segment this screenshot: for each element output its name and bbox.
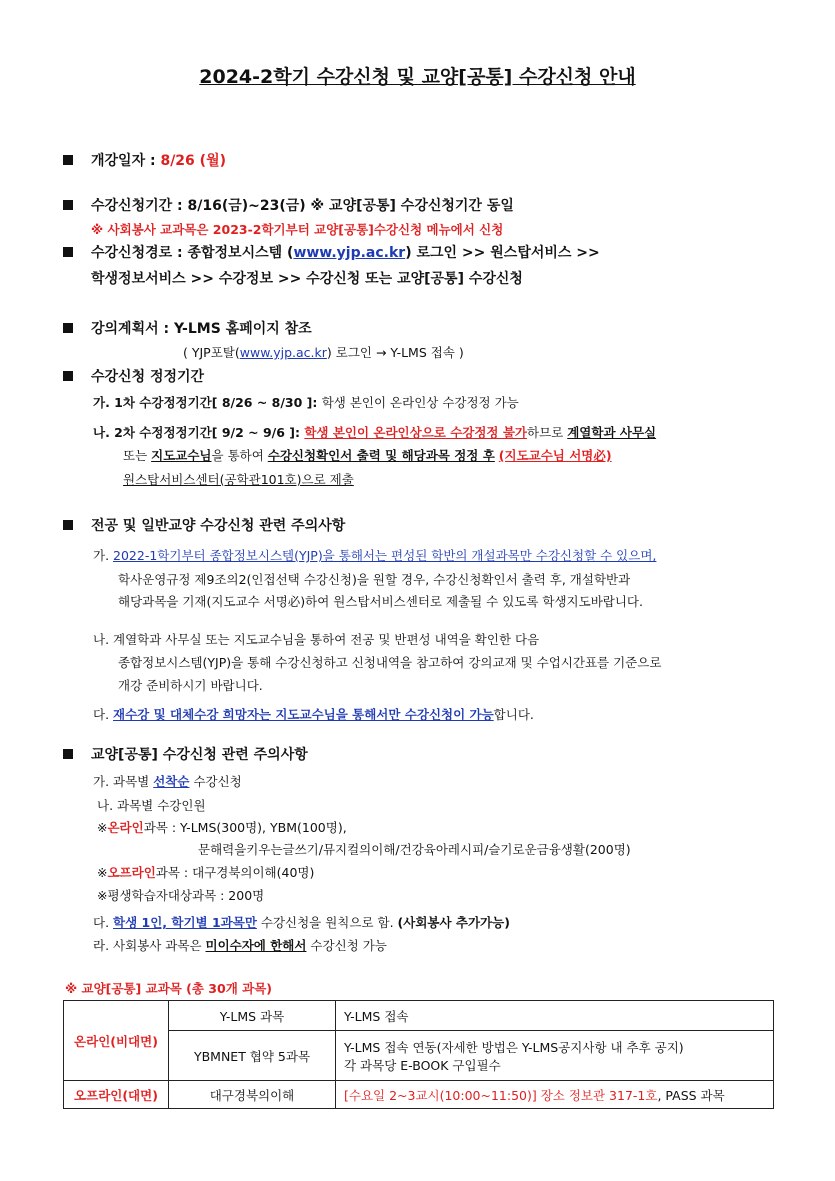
portal-link-2[interactable]: www.yjp.ac.kr [239, 345, 327, 360]
major-da-label: 다. [93, 707, 114, 722]
general-ra-label: 라. 사회봉사 과목은 [93, 938, 206, 953]
square-bullet-icon [63, 749, 73, 759]
general-ga-blue: 선착순 [153, 774, 190, 789]
correction-ga-text: 학생 본인이 온라인상 수강정정 가능 [321, 395, 519, 410]
social-service-note: ※ 사회봉사 교과목은 2023-2학기부터 교양[공통]수강신청 메뉴에서 신청 [91, 222, 504, 237]
major-na-l2: 종합정보시스템(YJP)을 통해 수강신청하고 신청내역을 참고하여 강의교재 및 수업시간표를 기준으로 [118, 655, 662, 670]
l2b: 지도교수님 [151, 448, 212, 463]
syllabus-label: 강의계획서 : Y-LMS 홈페이지 참조 [91, 321, 312, 337]
correction-na-line2 [123, 446, 612, 464]
cell: YBMNET 협약 5과목 [169, 1031, 336, 1081]
major-ga-l2: 학사운영규정 제9조의2(인접선택 수강신청)을 원할 경우, 수강신청확인서 출력 후, 개설학반과 [118, 572, 631, 587]
major-ga-label: 가. [93, 548, 114, 563]
correction-na-red: 학생 본인이 온라인상으로 수강정정 불가 [304, 425, 528, 440]
general-da-bold: (사회봉사 추가가능) [397, 915, 510, 930]
general-online-l2: 문해력을키우는글쓰기/뮤지컬의이해/건강육아레시피/슬기로운금융생활(200명) [198, 842, 631, 857]
correction-ga [93, 393, 519, 411]
l2a: 또는 [123, 448, 152, 463]
syllabus-sub-text-2: ) 로그인 → Y-LMS 접속 ) [326, 345, 464, 360]
syllabus-sub [183, 343, 464, 361]
section-correction-period [63, 366, 204, 386]
registration-period-label: 수강신청기간 : 8/16(금)~23(금) ※ 교양[공통] 수강신청기간 동일 [91, 198, 514, 214]
major-da-text: 합니다. [493, 707, 534, 722]
cell [336, 1031, 774, 1081]
general-online [97, 818, 347, 836]
general-lifelong: ※평생학습자대상과목 : 200명 [97, 888, 265, 903]
section-general-notes [63, 744, 308, 764]
square-bullet-icon [63, 200, 73, 210]
syllabus-sub-text: ( YJP포탈( [183, 345, 240, 360]
cell-text: , PASS 과목 [657, 1087, 725, 1103]
general-ra-underline: 미이수자에 한해서 [205, 938, 307, 953]
offline-text: 과목 : 대구경북의이해(40명) [155, 865, 315, 880]
table-row [64, 1001, 774, 1031]
correction-na-dept: 계열학과 사무실 [567, 425, 657, 440]
general-ra-text: 수강신청 가능 [306, 938, 387, 953]
correction-na-text: 하므로 [527, 425, 568, 440]
general-ga-text: 수강신청 [189, 774, 242, 789]
cell [336, 1081, 774, 1109]
correction-na-line3: 원스탑서비스센터(공학관101호)으로 제출 [123, 472, 354, 487]
general-offline [97, 863, 314, 881]
cell-red: [수요일 2~3교시(10:00~11:50)] 장소 정보관 317-1호 [344, 1087, 658, 1103]
start-date-value: 8/26 (월) [160, 153, 226, 169]
general-ga [93, 772, 242, 790]
cell-line: Y-LMS 접속 연동(자세한 방법은 Y-LMS공지사항 내 추후 공지) [344, 1039, 684, 1055]
l2d: 수강신청확인서 출력 및 해당과목 정정 후 [267, 448, 495, 463]
page-title: 2024-2학기 수강신청 및 교양[공통] 수강신청 안내 [199, 66, 636, 88]
major-da [93, 705, 534, 723]
general-notes-label: 교양[공통] 수강신청 관련 주의사항 [91, 747, 308, 763]
cell: Y-LMS 접속 [336, 1001, 774, 1031]
general-da [93, 913, 510, 931]
correction-na-label: 나. 2차 수정정정기간[ 9/2 ~ 9/6 ]: [93, 425, 305, 440]
section-syllabus [63, 318, 312, 338]
square-bullet-icon [63, 520, 73, 530]
cell-line: 각 과목당 E-BOOK 구입필수 [344, 1057, 501, 1073]
major-notes-label: 전공 및 일반교양 수강신청 관련 주의사항 [91, 518, 346, 534]
cell: 대구경북의이해 [169, 1081, 336, 1109]
table-caption [65, 979, 272, 997]
major-ga-blue: 2022-1학기부터 종합정보시스템(YJP)을 통해서는 편성된 학반의 개설과목만 수강신청할 수 있으며, [113, 548, 657, 563]
offline-label: 오프라인 [107, 865, 156, 880]
general-da-text: 수강신청을 원칙으로 함. [256, 915, 398, 930]
major-na-l3: 개강 준비하시기 바랍니다. [118, 678, 263, 693]
l2c: 을 통하여 [211, 448, 268, 463]
general-na: 나. 과목별 수강인원 [97, 798, 206, 813]
correction-period-label: 수강신청 정정기간 [91, 369, 205, 385]
section-start-date [63, 150, 226, 170]
correction-na [93, 423, 656, 441]
general-ga-label: 가. 과목별 [93, 774, 154, 789]
portal-link[interactable]: www.yjp.ac.kr [293, 245, 406, 261]
general-ra [93, 936, 387, 954]
table-row [64, 1081, 774, 1109]
path-text-2: ) 로그인 >> 원스탑서비스 >> [405, 245, 600, 261]
square-bullet-icon [63, 155, 73, 165]
online-label: 온라인 [107, 820, 144, 835]
l2red: (지도교수님 서명必) [498, 448, 612, 463]
section-major-notes [63, 515, 345, 535]
table-caption-text: ※ 교양[공통] 교과목 (총 30개 과목) [65, 981, 272, 996]
section-registration-path [63, 242, 600, 262]
online-mark: ※ [97, 820, 108, 835]
general-da-blue: 학생 1인, 학기별 1과목만 [113, 915, 257, 930]
major-na-l1: 나. 계열학과 사무실 또는 지도교수님을 통하여 전공 및 반편성 내역을 확인한 다음 [93, 632, 540, 647]
correction-ga-label: 가. 1차 수강정정기간[ 8/26 ~ 8/30 ]: [93, 395, 322, 410]
start-date-label: 개강일자 : [91, 153, 161, 169]
offline-cell: 오프라인(대면) [64, 1081, 169, 1109]
major-ga-l3: 해당과목을 기재(지도교수 서명必)하여 원스탑서비스센터로 제출될 수 있도록 학생지도바랍니다. [118, 594, 643, 609]
major-da-blue: 재수강 및 대체수강 희망자는 지도교수님을 통해서만 수강신청이 가능 [113, 707, 494, 722]
path-line-2: 학생정보서비스 >> 수강정보 >> 수강신청 또는 교양[공통] 수강신청 [91, 271, 523, 287]
path-text: 수강신청경로 : 종합정보시스템 ( [91, 245, 294, 261]
offline-mark: ※ [97, 865, 108, 880]
online-cell: 온라인(비대면) [64, 1001, 169, 1081]
section-registration-period [63, 195, 514, 215]
course-table [63, 1000, 774, 1109]
major-ga [93, 546, 656, 564]
square-bullet-icon [63, 247, 73, 257]
online-text: 과목 : Y-LMS(300명), YBM(100명), [143, 820, 347, 835]
cell: Y-LMS 과목 [169, 1001, 336, 1031]
general-da-label: 다. [93, 915, 114, 930]
square-bullet-icon [63, 323, 73, 333]
table-row [64, 1031, 774, 1081]
square-bullet-icon [63, 371, 73, 381]
